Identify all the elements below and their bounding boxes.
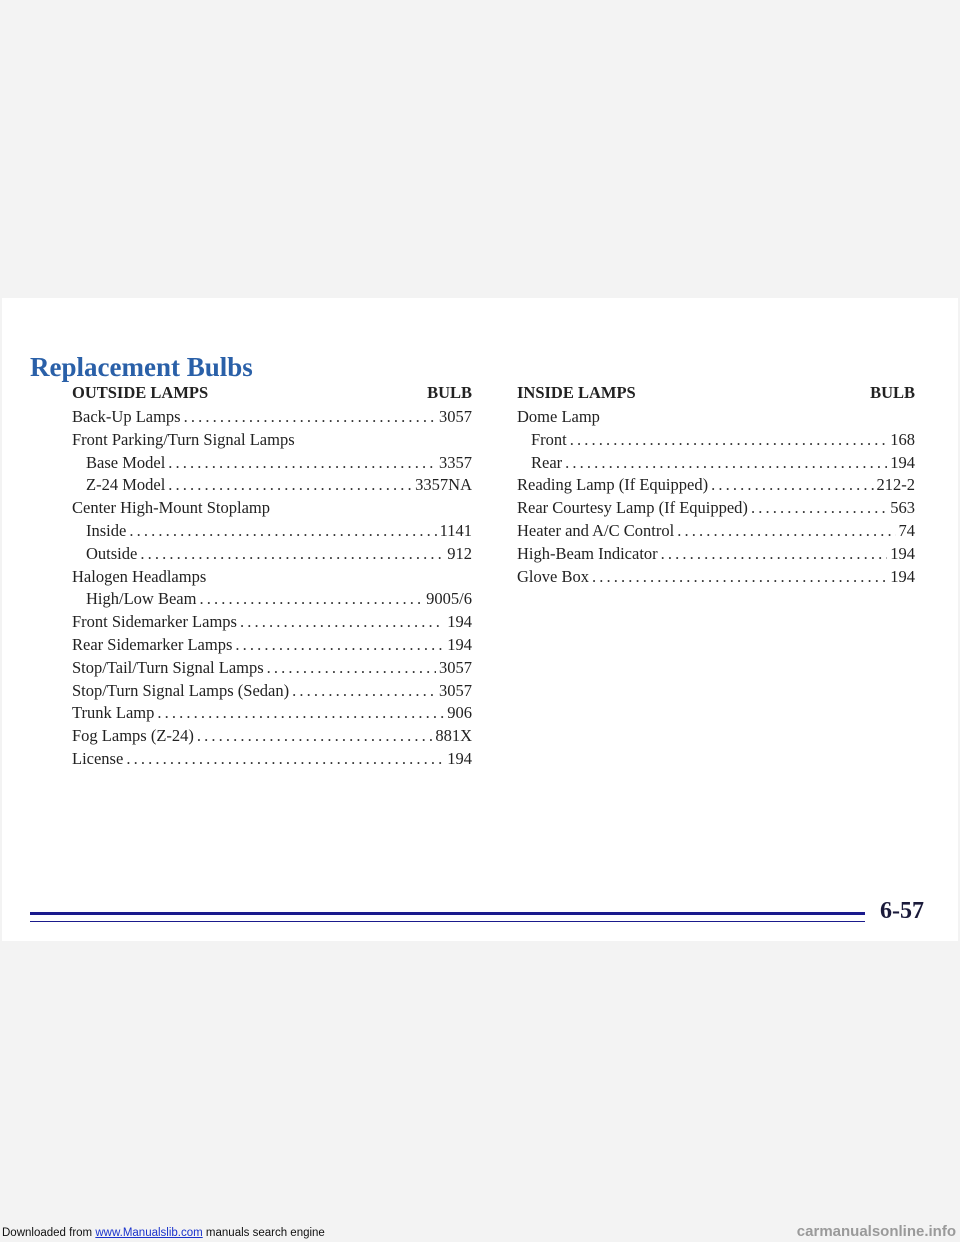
lamp-label: Stop/Tail/Turn Signal Lamps: [72, 657, 264, 677]
leader-dots: [570, 429, 887, 452]
lamp-row: [72, 611, 472, 634]
bulb-number: 168: [890, 429, 915, 449]
bulb-number: 906: [447, 703, 472, 723]
leader-dots: [751, 497, 887, 520]
lamp-label: Rear Courtesy Lamp (If Equipped): [517, 498, 748, 518]
lamp-row: [72, 406, 472, 429]
outside-lamps-heading: OUTSIDE LAMPS: [72, 383, 209, 402]
outside-bulb-heading: BULB: [427, 383, 472, 402]
outside-lamps-column: [72, 380, 472, 771]
lamp-row: [517, 520, 915, 543]
lamp-row: [72, 474, 472, 497]
download-footer: [2, 1227, 325, 1239]
lamp-label: License: [72, 748, 124, 768]
leader-dots: [677, 520, 895, 543]
lamp-label: Z-24 Model: [86, 475, 166, 495]
bulb-number: 194: [890, 543, 915, 563]
lamp-label: Center High-Mount Stoplamp: [72, 498, 270, 518]
lamp-row: [72, 657, 472, 680]
lamp-row: [72, 566, 472, 589]
bulb-number: 563: [890, 498, 915, 518]
lamp-label: Rear: [531, 452, 563, 472]
bulb-number: 194: [890, 566, 915, 586]
lamp-row: [72, 702, 472, 725]
bulb-number: 9005/6: [426, 589, 472, 609]
leader-dots: [267, 657, 436, 680]
lamp-label: Stop/Turn Signal Lamps (Sedan): [72, 680, 290, 700]
bulb-number: 194: [447, 612, 472, 632]
lamp-row: [72, 520, 472, 543]
footer-prefix: Downloaded from: [2, 1227, 93, 1239]
page-number: 6-57: [880, 898, 924, 924]
footer-rule-thin: [30, 921, 865, 922]
leader-dots: [661, 543, 888, 566]
leader-dots: [197, 725, 432, 748]
inside-lamps-column: [517, 380, 915, 588]
bulb-number: 3057: [439, 657, 472, 677]
bulb-number: 912: [447, 543, 472, 563]
lamp-label: Reading Lamp (If Equipped): [517, 475, 709, 495]
lamp-row: [517, 474, 915, 497]
bulb-number: 194: [890, 452, 915, 472]
lamp-label: High/Low Beam: [86, 589, 197, 609]
inside-lamps-header: [517, 380, 915, 406]
outside-lamps-list: [72, 406, 472, 771]
bulb-number: 212-2: [876, 475, 915, 495]
outside-lamps-header: [72, 380, 472, 406]
bulb-number: 3357: [439, 452, 472, 472]
lamp-label: Inside: [86, 520, 127, 540]
lamp-label: Base Model: [86, 452, 166, 472]
leader-dots: [199, 588, 423, 611]
leader-dots: [168, 474, 412, 497]
lamp-row: [517, 543, 915, 566]
leader-dots: [240, 611, 444, 634]
bulb-number: 3357NA: [415, 475, 472, 495]
inside-bulb-heading: BULB: [870, 383, 915, 402]
lamp-row: [72, 543, 472, 566]
manualslib-link[interactable]: www.Manualslib.com: [95, 1227, 203, 1239]
lamp-row: [72, 748, 472, 771]
lamp-label: Rear Sidemarker Lamps: [72, 634, 233, 654]
leader-dots: [592, 566, 887, 589]
lamp-row: [517, 429, 915, 452]
bulb-number: 74: [898, 520, 915, 540]
lamp-row: [517, 452, 915, 475]
lamp-label: High-Beam Indicator: [517, 543, 658, 563]
lamp-row: [517, 497, 915, 520]
bulb-number: 3057: [439, 407, 472, 426]
leader-dots: [235, 634, 444, 657]
lamp-label: Halogen Headlamps: [72, 566, 207, 586]
lamp-label: Front Sidemarker Lamps: [72, 612, 237, 632]
inside-lamps-heading: INSIDE LAMPS: [517, 383, 636, 402]
leader-dots: [157, 702, 444, 725]
lamp-row: [72, 725, 472, 748]
footer-suffix: manuals search engine: [205, 1227, 325, 1239]
leader-dots: [129, 520, 436, 543]
leader-dots: [184, 406, 436, 429]
lamp-label: Front: [531, 429, 567, 449]
lamp-row: [72, 634, 472, 657]
leader-dots: [168, 452, 436, 475]
leader-dots: [292, 680, 436, 703]
lamp-label: Trunk Lamp: [72, 703, 155, 723]
lamp-label: Heater and A/C Control: [517, 520, 675, 540]
lamp-label: Outside: [86, 543, 138, 563]
lamp-row: [72, 588, 472, 611]
bulb-number: 194: [447, 748, 472, 768]
lamp-row: [72, 680, 472, 703]
lamp-row: [72, 452, 472, 475]
lamp-label: Front Parking/Turn Signal Lamps: [72, 429, 295, 449]
lamp-row: [72, 429, 472, 452]
lamp-row: [72, 497, 472, 520]
lamp-row: [517, 406, 915, 429]
bulb-number: 3057: [439, 680, 472, 700]
leader-dots: [565, 452, 887, 475]
section-title: Replacement Bulbs: [30, 352, 253, 382]
watermark: carmanualsonline.info: [796, 1223, 956, 1240]
leader-dots: [126, 748, 444, 771]
lamp-label: Fog Lamps (Z-24): [72, 726, 194, 746]
bulb-number: 1141: [439, 520, 472, 540]
bulb-number: 881X: [435, 726, 472, 746]
bulb-number: 194: [447, 634, 472, 654]
footer-rule-thick: [30, 912, 865, 915]
lamp-label: Glove Box: [517, 566, 589, 586]
leader-dots: [711, 474, 873, 497]
lamp-label: Back-Up Lamps: [72, 407, 181, 426]
lamp-row: [517, 566, 915, 589]
leader-dots: [140, 543, 444, 566]
lamp-label: Dome Lamp: [517, 407, 600, 426]
inside-lamps-list: [517, 406, 915, 588]
